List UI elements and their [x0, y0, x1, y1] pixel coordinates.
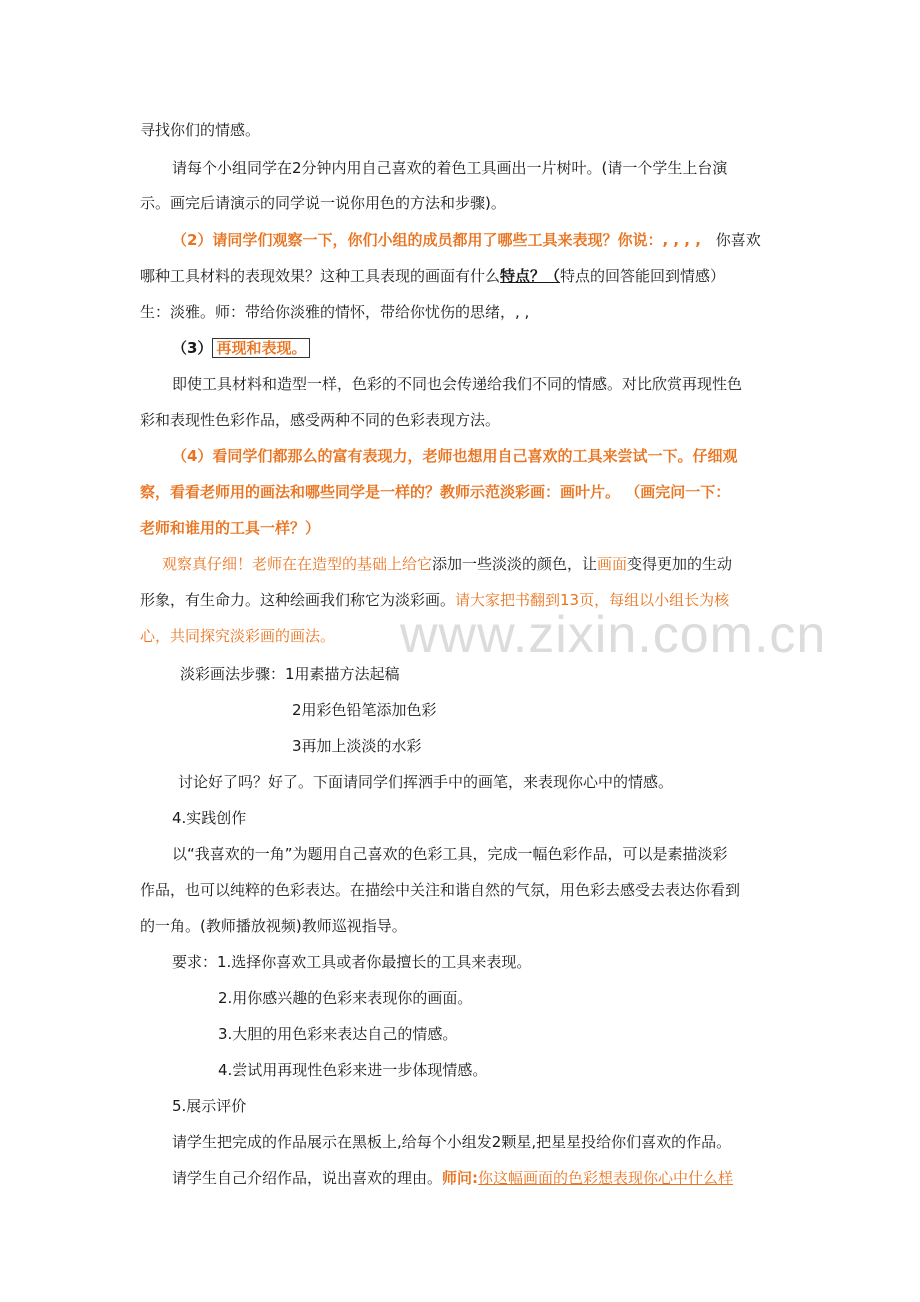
- question-text: （2）请同学们观察一下，你们小组的成员都用了哪些工具来表现？你说：, , , ,: [172, 231, 701, 249]
- step-line: 淡彩画法步骤：1用素描方法起稿: [180, 665, 400, 683]
- text-span: 你喜欢: [715, 231, 761, 249]
- section-heading: 5.展示评价: [172, 1097, 247, 1115]
- text-line: [162, 554, 732, 574]
- emphasis-text: 特点？（: [500, 267, 561, 285]
- text-span: 哪种工具材料的表现效果？这种工具表现的画面有什么: [140, 267, 501, 285]
- text-line: [140, 590, 729, 610]
- text-line: 彩和表现性色彩作品，感受两种不同的色彩表现方法。: [140, 411, 501, 429]
- text-line: [140, 266, 725, 286]
- requirement-line: 2.用你感兴趣的色彩来表现你的画面。: [218, 989, 473, 1007]
- text-line: [172, 1168, 733, 1188]
- text-span: 形象，有生命力。这种绘画我们称它为淡彩画。: [140, 591, 456, 609]
- requirement-line: 4.尝试用再现性色彩来进一步体现情感。: [218, 1061, 488, 1079]
- text-line: 寻找你们的情感。: [140, 121, 261, 139]
- text-line: 察，看看老师用的画法和哪些同学是一样的？教师示范淡彩画：画叶片。 （画完问一下：: [140, 483, 731, 501]
- text-line: 即使工具材料和造型一样，色彩的不同也会传递给我们不同的情感。对比欣赏再现性色: [172, 375, 743, 393]
- step-line: 3再加上淡淡的水彩: [292, 737, 422, 755]
- text-line: 生：淡雅。师：带给你淡雅的情怀，带给你忧伤的思绪，, ,: [140, 303, 530, 321]
- requirement-line: 3.大胆的用色彩来表达自己的情感。: [218, 1025, 458, 1043]
- text-line: 以“我喜欢的一角”为题用自己喜欢的色彩工具，完成一幅色彩作品，可以是素描淡彩: [172, 845, 728, 863]
- teacher-question-label: 师问:: [442, 1169, 479, 1187]
- text-span: 变得更加的生动: [627, 555, 733, 573]
- text-line: 示。画完后请演示的同学说一说你用色的方法和步骤)。: [140, 194, 506, 212]
- text-line: （4）看同学们都那么的富有表现力，老师也想用自己喜欢的工具来尝试一下。仔细观: [172, 447, 738, 465]
- text-span: 添加一些淡淡的颜色，让: [432, 555, 598, 573]
- text-line: 请学生把完成的作品展示在黑板上,给每个小组发2颗星,把星星投给你们喜欢的作品。: [172, 1133, 732, 1151]
- boxed-heading: 再现和表现。: [212, 338, 310, 358]
- watermark: www.zixin.com.cn: [400, 606, 827, 664]
- text-line: 老师和谁用的工具一样？）: [140, 519, 321, 537]
- text-span: 请大家把书翻到13页，每组以小组长为核: [455, 591, 730, 609]
- section-heading: 4.实践创作: [172, 809, 247, 827]
- text-span: 特点的回答能回到情感）: [560, 267, 726, 285]
- requirement-line: 要求：1.选择你喜欢工具或者你最擅长的工具来表现。: [172, 953, 532, 971]
- text-span: 请学生自己介绍作品，说出喜欢的理由。: [172, 1169, 443, 1187]
- text-line: 作品，也可以纯粹的色彩表达。在描绘中关注和谐自然的气氛，用色彩去感受去表达你看到: [140, 881, 741, 899]
- teacher-question-text: 你这幅画面的色彩想表现你心中什么样: [478, 1169, 734, 1187]
- text-line: 讨论好了吗？好了。下面请同学们挥洒手中的画笔，来表现你心中的情感。: [178, 773, 674, 791]
- text-span: 画面: [597, 555, 628, 573]
- text-line: [172, 230, 761, 250]
- item-number: （3）: [172, 339, 213, 357]
- text-line: 的一角。(教师播放视频)教师巡视指导。: [140, 917, 407, 935]
- text-line: 请每个小组同学在2分钟内用自己喜欢的着色工具画出一片树叶。(请一个学生上台演: [172, 159, 728, 177]
- text-line: 心，共同探究淡彩画的画法。: [140, 627, 336, 645]
- text-span: 观察真仔细！老师在在造型的基础上给它: [162, 555, 433, 573]
- step-line: 2用彩色铅笔添加色彩: [292, 701, 437, 719]
- text-line: [172, 338, 310, 358]
